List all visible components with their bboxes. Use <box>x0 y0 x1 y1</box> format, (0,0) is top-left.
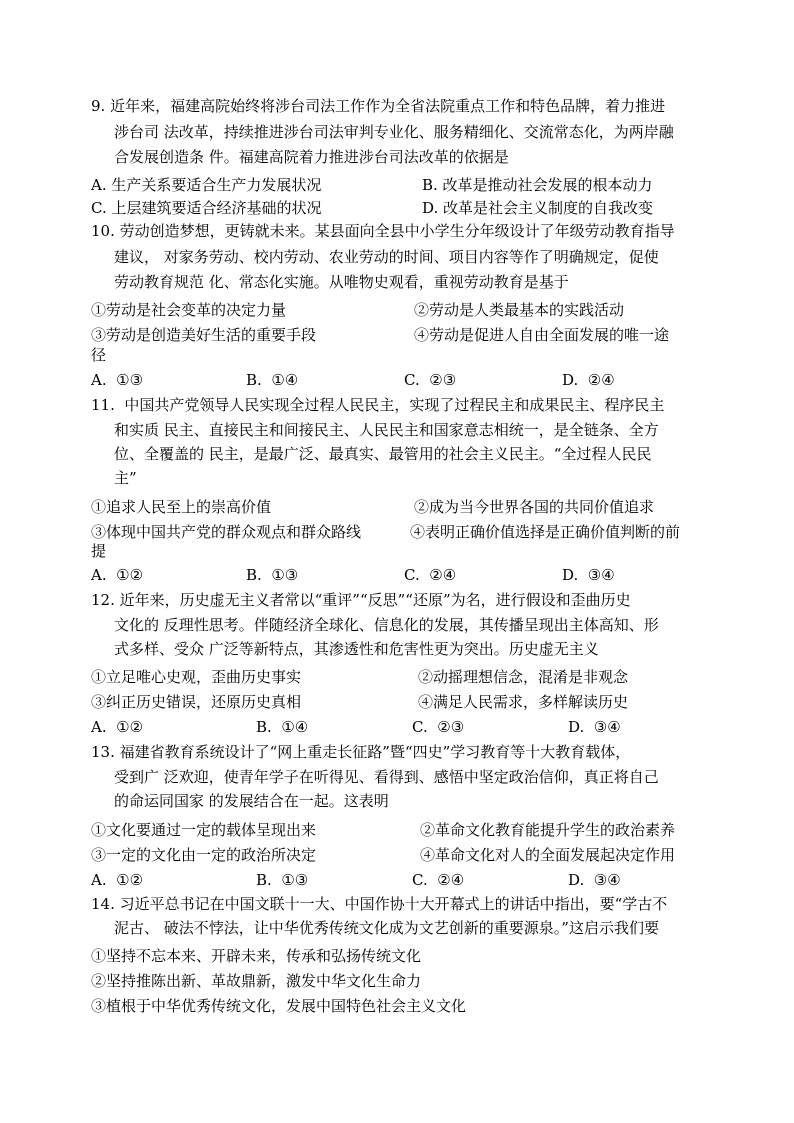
question-10-line-3: 劳动教育规范 化、常态化实施。从唯物史观看，重视劳动教育是基于 <box>114 273 569 291</box>
item-11-1: ①追求人民至上的崇高价值 <box>91 498 272 516</box>
item-11-2: ②成为当今世界各国的共同价值追求 <box>414 498 655 516</box>
question-11-line-4: 主” <box>114 469 137 487</box>
answer-13-c: C. ②④ <box>412 871 465 889</box>
answer-13-d: D. ③④ <box>568 871 621 889</box>
item-10-1: ①劳动是社会变革的决定力量 <box>91 301 287 319</box>
item-14-1: ①坚持不忘本来、开辟未来，传承和弘扬传统文化 <box>91 947 422 965</box>
question-10-line-2: 建议， 对家务劳动、校内劳动、农业劳动的时间、项目内容等作了明确规定，促使 <box>114 248 659 266</box>
item-12-4: ④满足人民需求，多样解读历史 <box>418 693 629 711</box>
question-12-line-2: 文化的 反理性思考。伴随经济全球化、信息化的发展，其传播呈现出主体高知、形 <box>114 616 659 634</box>
item-11-wrap: 提 <box>91 542 107 560</box>
item-12-1: ①立足唯心史观，歪曲历史事实 <box>91 668 302 686</box>
option-9-c: C. 上层建筑要适合经济基础的状况 <box>91 199 322 217</box>
option-9-d: D. 改革是社会主义制度的自我改变 <box>422 199 654 217</box>
question-10-line-1: 10. 劳动创造梦想，更铸就未来。某县面向全县中小学生分年级设计了年级劳动教育指导 <box>91 222 675 240</box>
answer-11-d: D. ③④ <box>562 566 615 584</box>
answer-10-a: A. ①③ <box>91 371 144 389</box>
item-12-3: ③纠正历史错误，还原历史真相 <box>91 693 302 711</box>
item-10-wrap: 径 <box>91 346 107 364</box>
question-12-line-1: 12. 近年来，历史虚无主义者常以“重评”“反思”“还原”为名，进行假设和歪曲历史 <box>91 591 631 609</box>
answer-11-c: C. ②④ <box>404 566 457 584</box>
option-9-b: B. 改革是推动社会发展的根本动力 <box>422 176 653 194</box>
answer-11-b: B. ①③ <box>246 566 299 584</box>
question-11-line-2: 和实质 民主、直接民主和间接民主、人民民主和国家意志相统一，是全链条、全方 <box>114 421 659 439</box>
item-10-2: ②劳动是人类最基本的实践活动 <box>414 301 625 319</box>
answer-10-d: D. ②④ <box>562 371 615 389</box>
answer-12-c: C. ②③ <box>412 718 465 736</box>
option-9-a: A. 生产关系要适合生产力发展状况 <box>91 176 322 194</box>
question-9-line-2: 涉台司 法改革，持续推进涉台司法审判专业化、服务精细化、交流常态化，为两岸融 <box>114 123 674 141</box>
answer-13-b: B. ①③ <box>256 871 309 889</box>
question-14-line-2: 泥古、 破法不悖法，让中华优秀传统文化成为文艺创新的重要源泉。”这启示我们要 <box>114 919 659 937</box>
item-13-1: ①文化要通过一定的载体呈现出来 <box>91 821 317 839</box>
answer-12-b: B. ①④ <box>256 718 309 736</box>
answer-13-a: A. ①② <box>91 871 144 889</box>
question-12-line-3: 式多样、受众 广泛等新特点，其渗透性和危害性更为突出。历史虚无主义 <box>114 640 599 658</box>
item-10-3: ③劳动是创造美好生活的重要手段 <box>91 326 317 344</box>
item-12-2: ②动摇理想信念，混淆是非观念 <box>418 668 629 686</box>
answer-12-a: A. ①② <box>91 718 144 736</box>
question-9-line-1: 9. 近年来，福建高院始终将涉台司法工作作为全省法院重点工作和特色品牌，着力推进 <box>91 97 666 115</box>
answer-10-b: B. ①④ <box>246 371 299 389</box>
item-13-4: ④革命文化对人的全面发展起决定作用 <box>420 846 676 864</box>
item-11-4: ④表明正确价值选择是正确价值判断的前 <box>410 523 681 541</box>
item-14-2: ②坚持推陈出新、革故鼎新，激发中华文化生命力 <box>91 972 422 990</box>
question-13-line-3: 的命运同国家 的发展结合在一起。这表明 <box>114 792 389 810</box>
item-11-3: ③体现中国共产党的群众观点和群众路线 <box>91 523 362 541</box>
question-11-line-1: 11. 中国共产党领导人民实现全过程人民民主，实现了过程民主和成果民主、程序民主 <box>91 396 665 414</box>
question-13-line-2: 受到广 泛欢迎，使青年学子在听得见、看得到、感悟中坚定政治信仰，真正将自己 <box>114 768 659 786</box>
question-14-line-1: 14. 习近平总书记在中国文联十一大、中国作协十大开幕式上的讲话中指出，要“学古不 <box>91 895 668 913</box>
item-14-3: ③植根于中华优秀传统文化，发展中国特色社会主义文化 <box>91 997 467 1015</box>
item-13-2: ②革命文化教育能提升学生的政治素养 <box>420 821 676 839</box>
answer-12-d: D. ③④ <box>568 718 621 736</box>
item-10-4: ④劳动是促进人自由全面发展的唯一途 <box>414 326 670 344</box>
item-13-3: ③一定的文化由一定的政治所决定 <box>91 846 317 864</box>
question-9-line-3: 合发展创造条 件。福建高院着力推进涉台司法改革的依据是 <box>114 148 509 166</box>
answer-11-a: A. ①② <box>91 566 144 584</box>
answer-10-c: C. ②③ <box>404 371 457 389</box>
question-13-line-1: 13. 福建省教育系统设计了“网上重走长征路”暨“四史”学习教育等十大教育载体， <box>91 743 631 761</box>
question-11-line-3: 位、全覆盖的 民主，是最广泛、最真实、最管用的社会主义民主。“全过程人民民 <box>114 445 652 463</box>
